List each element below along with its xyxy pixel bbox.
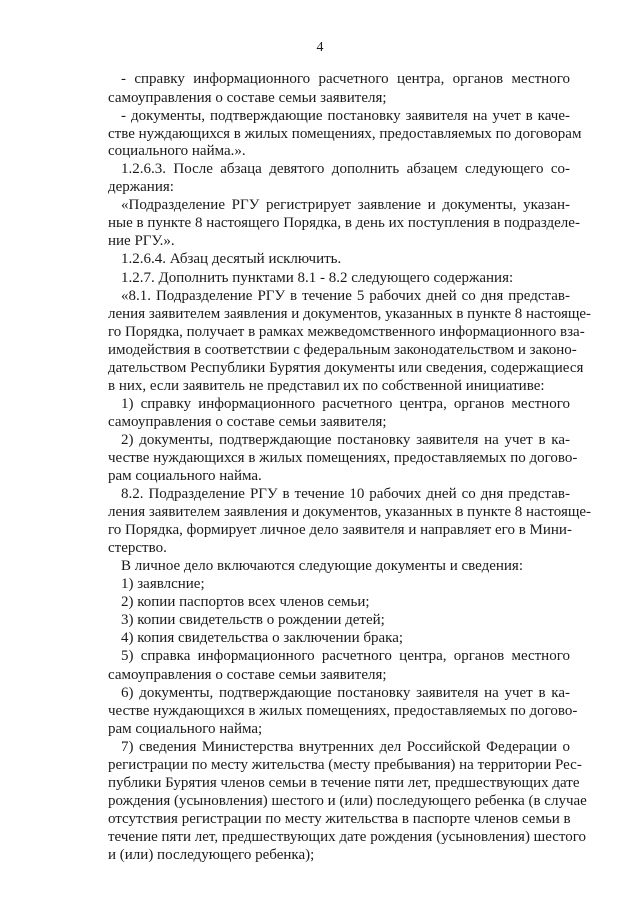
text-line: 7) сведения Министерства внутренних дел Российской Федерации о [121, 738, 570, 755]
text-line: ные в пункте 8 настоящего Порядка, в день их поступления в подразделе- [108, 215, 580, 232]
text-line: имодействия в соответствии с федеральным законодательством и законо- [108, 341, 577, 358]
text-line: 6) документы, подтверждающие постановку заявителя на учет в ка- [121, 684, 570, 701]
text-line: держания: [108, 179, 174, 196]
text-line: дательством Республики Бурятия документы или сведения, содержащиеся [108, 359, 584, 376]
text-line: «8.1. Подразделение РГУ в течение 5 рабочих дней со дня представ- [121, 287, 570, 304]
text-line: ние РГУ.». [108, 233, 175, 250]
text-line: - документы, подтверждающие постановку заявителя на учет в каче- [121, 107, 570, 124]
text-line: 3) копии свидетельств о рождении детей; [121, 612, 385, 629]
text-line: отсутствия регистрации по месту жительства в паспорте членов семьи в [108, 810, 571, 827]
text-line: честве нуждающихся в жилых помещениях, предоставляемых по догово- [108, 449, 578, 466]
text-line: в них, если заявитель не представил их по собственной инициативе: [108, 377, 545, 394]
text-line: течение пяти лет, предшествующих дате рождения (усыновления) шестого [108, 828, 587, 845]
text-line: 4) копия свидетельства о заключении брака; [121, 630, 404, 647]
text-line: 1.2.6.3. После абзаца девятого дополнить абзацем следующего со- [121, 161, 570, 178]
text-line: ления заявителем заявления и документов, указанных в пункте 8 настояще- [108, 504, 592, 521]
text-line: честве нуждающихся в жилых помещениях, предоставляемых по догово- [108, 702, 578, 719]
text-line: и (или) последующего ребенка); [108, 847, 315, 863]
text-line: рождения (усыновления) шестого и (или) последующего ребенка (в случае [108, 792, 587, 809]
text-line: 1.2.7. Дополнить пунктами 8.1 - 8.2 следующего содержания: [121, 269, 514, 286]
text-line: 1) справку информационного расчетного центра, органов местного [121, 395, 570, 412]
text-line: самоуправления о составе семьи заявителя; [108, 413, 387, 430]
text-line: 1.2.6.4. Абзац десятый исключить. [121, 251, 342, 268]
text-line: регистрации по месту жительства (месту пребывания) на территории Рес- [108, 756, 582, 773]
text-line: «Подразделение РГУ регистрирует заявление и документы, указан- [121, 197, 570, 214]
text-line: 2) копии паспортов всех членов семьи; [121, 594, 370, 611]
text-line: стерство. [108, 540, 167, 557]
text-line: рам социального найма. [108, 468, 262, 485]
text-line: публики Бурятия членов семьи в течение пяти лет, предшествующих дате [108, 774, 580, 791]
text-line: В личное дело включаются следующие документы и сведения: [121, 558, 523, 575]
text-line: 1) заявлсние; [121, 576, 205, 593]
text-line: самоуправления о составе семьи заявителя; [108, 89, 387, 106]
text-line: самоуправления о составе семьи заявителя; [108, 666, 387, 683]
text-line: - справку информационного расчетного центра, органов местного [121, 71, 570, 87]
text-line: социального найма.». [108, 143, 246, 160]
text-line: го Порядка, получает в рамках межведомственного информационного вза- [108, 323, 585, 340]
text-line: го Порядка, формирует личное дело заявителя и направляет его в Мини- [108, 522, 572, 539]
text-line: ления заявителем заявления и документов, указанных в пункте 8 настояще- [108, 305, 592, 322]
text-line: 8.2. Подразделение РГУ в течение 10 рабочих дней со дня представ- [121, 486, 570, 503]
page-number: 4 [316, 40, 324, 55]
text-line: рам социального найма; [108, 720, 263, 737]
text-line: стве нуждающихся в жилых помещениях, предоставляемых по договорам [108, 125, 582, 142]
text-line: 2) документы, подтверждающие постановку заявителя на учет в ка- [121, 431, 570, 448]
text-line: 5) справка информационного расчетного центра, органов местного [121, 648, 570, 665]
